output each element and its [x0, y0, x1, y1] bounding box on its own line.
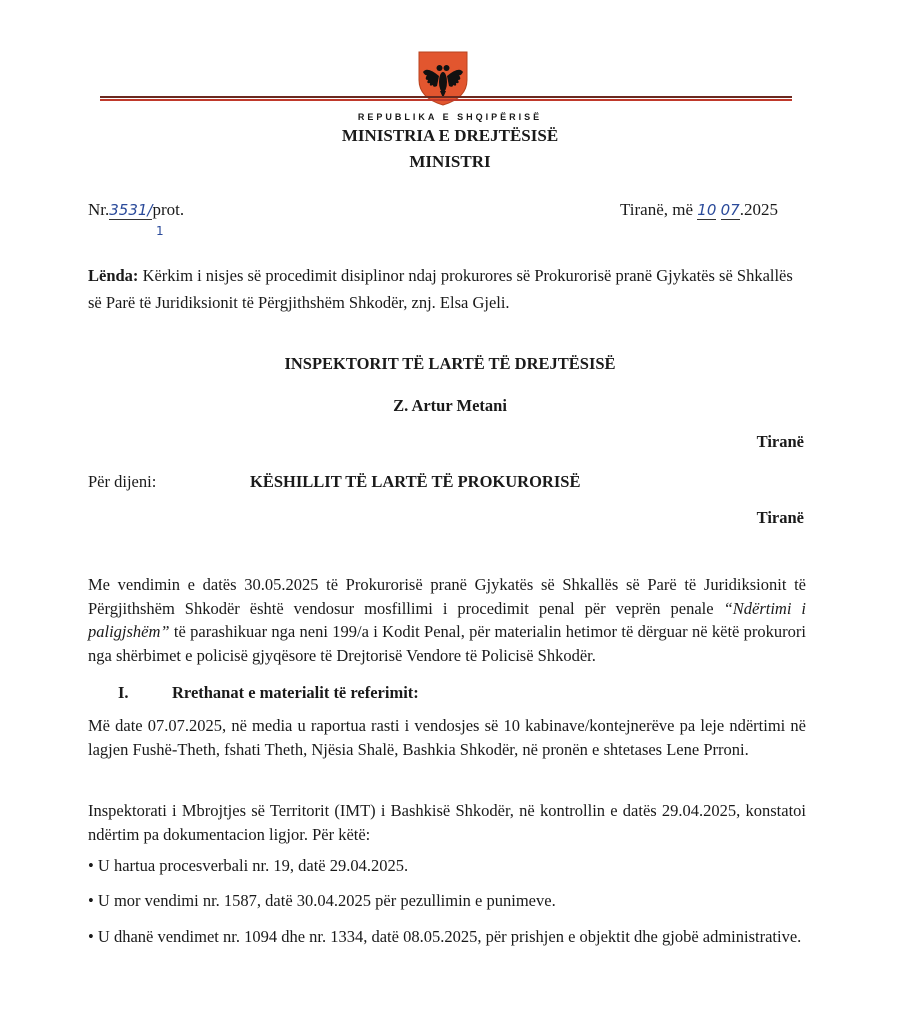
cc-city: Tiranë	[756, 508, 804, 527]
header-rule-dark	[100, 96, 792, 98]
date-year: .2025	[739, 200, 778, 219]
ministry-name: MINISTRIA E DREJTËSISË	[341, 126, 559, 145]
protocol-prefix: Nr.	[88, 200, 110, 219]
para1-italic: “Ndërtimi i paligjshëm”	[88, 598, 806, 641]
subject-text: Kërkim i nisjes së procedimit disiplinor ndaj prokurores së Prokurorisë pranë Gjykatës së Shkallës së Parë të Juridiksionit të Përgjithshëm Shkodër, znj. Elsa Gjeli.	[88, 266, 793, 312]
list-item: • U dhanë vendimet nr. 1094 dhe nr. 1334, datë 08.05.2025, për prishjen e objektit dhe gjobë administrative.	[88, 927, 802, 946]
header-rule	[100, 96, 792, 102]
date-month: 07	[720, 201, 740, 219]
date-place: Tiranë, më	[620, 200, 694, 219]
protocol-handwritten-number: 3531/	[109, 201, 153, 219]
date-day: 10	[697, 201, 717, 219]
section-number: I.	[118, 683, 129, 702]
date-line	[620, 200, 778, 220]
cc-label: Për dijeni:	[88, 472, 157, 491]
header-rule-red	[100, 99, 792, 101]
subject-label: Lënda:	[88, 266, 139, 285]
para1-after: të parashikuar nga neni 199/a i Kodit Penal, për materialin hetimor të dërguar në këtë prokurori nga shërbimet e policisë gjyqësore të Drejtorisë Vendore të Policisë Shkodër.	[88, 622, 806, 665]
addressee-person: Z. Artur Metani	[393, 396, 507, 415]
body-paragraph-1	[88, 573, 806, 667]
cc-institution: KËSHILLIT TË LARTË TË PROKURORISË	[250, 472, 581, 491]
subject-line	[88, 262, 808, 316]
addressee-institution: INSPEKTORIT TË LARTË TË DREJTËSISË	[284, 354, 616, 373]
protocol-subnumber: 1	[156, 224, 164, 238]
protocol-suffix: prot.	[152, 200, 185, 219]
addressee-city: Tiranë	[756, 432, 804, 451]
list-item: • U hartua procesverbali nr. 19, datë 29.04.2025.	[88, 856, 409, 875]
para1-before: Me vendimin e datës 30.05.2025 të Prokurorisë pranë Gjykatës së Shkallës së Parë të Juridiksionit të Përgjithshëm Shkodër është vendosur mosfillimi i procedimit penal për veprën penale	[88, 575, 806, 618]
body-paragraph-3: Inspektorati i Mbrojtjes së Territorit (IMT) i Bashkisë Shkodër, në kontrollin e datës 29.04.2025, konstatoi ndërtim pa dokumentacion ligjor. Për këtë:	[88, 801, 806, 844]
republic-name: REPUBLIKA E SHQIPËRISË	[357, 112, 543, 122]
minister-title: MINISTRI	[409, 152, 491, 171]
list-item: • U mor vendimi nr. 1587, datë 30.04.2025 për pezullimin e punimeve.	[88, 891, 556, 910]
body-paragraph-2: Më date 07.07.2025, në media u raportua rasti i vendosjes së 10 kabinave/kontejnerëve pa leje ndërtimi në lagjen Fushë-Theth, fshati Theth, Njësia Shalë, Bashkia Shkodër, në pronën e shtetases Lene Prroni.	[88, 716, 806, 759]
protocol-number	[88, 200, 184, 220]
section-title: Rrethanat e materialit të referimit:	[172, 683, 419, 702]
